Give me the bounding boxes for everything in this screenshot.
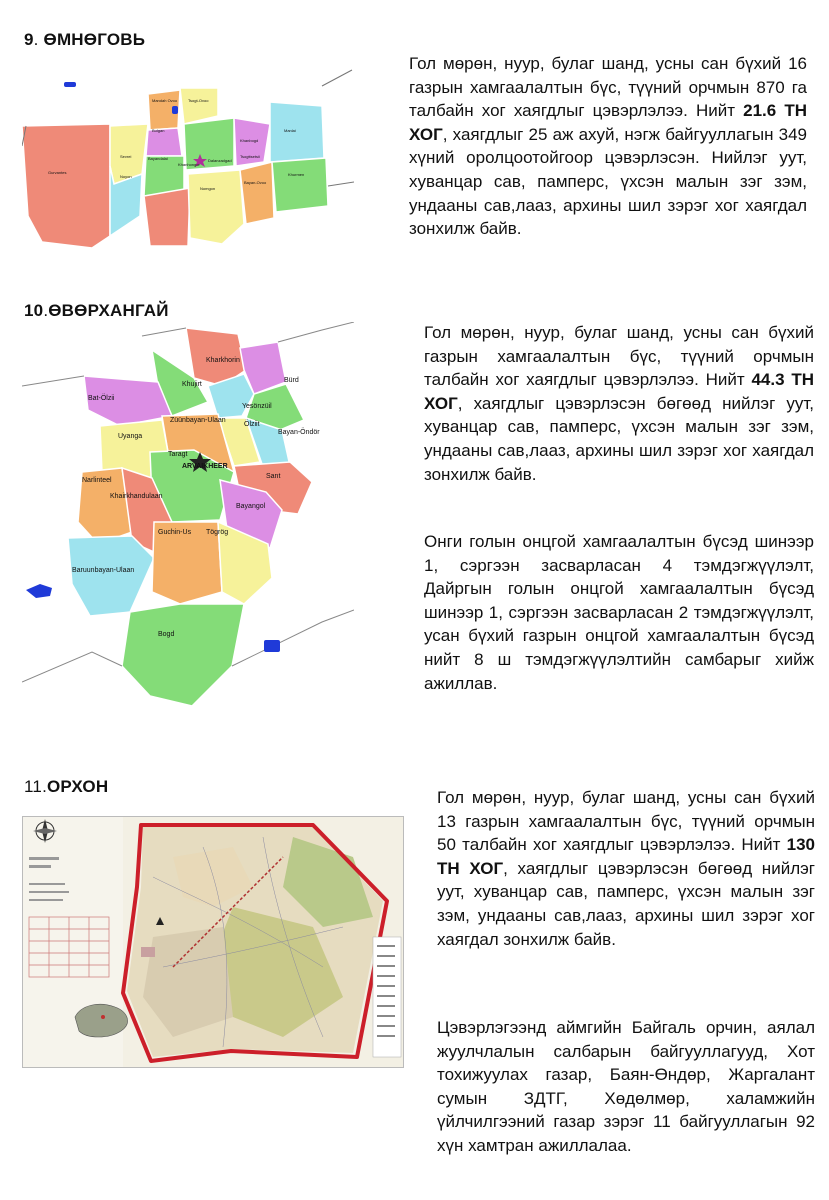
map-orkhon bbox=[22, 816, 404, 1068]
map10-label-0: Kharkhorin bbox=[206, 357, 240, 364]
map9-label-0: Mandah Ovoo bbox=[152, 98, 178, 103]
map9-label-12: Khanhongor bbox=[178, 162, 200, 167]
para-bold-total: 21.6 ТН ХОГ bbox=[409, 101, 807, 144]
map9-label-13: Bayan-Ovoo bbox=[244, 180, 267, 185]
map10-label-8: Uyanga bbox=[118, 433, 143, 440]
map9-label-11: Bayandalai bbox=[148, 156, 168, 161]
section-11-title: 11.ОРХОН bbox=[24, 777, 109, 796]
map9-label-4: Nomgon bbox=[200, 186, 216, 191]
para-text: Онги голын онцгой хамгаалалтын бүсэд шинээр 1, сэргээн засварласан 4 тэмдэгжүүлэлт, Дайргын голын онцгой хамгаалалтын бүсэд шинээр 1, сэргээн засварласан 2 тэмдэгжүүлэлт, усан бүхий газрын онцгой хамгаалалтын бүсэд нийт 8 ш тэмдэгжүүлэлтийн самбарыг хийж ажиллав. bbox=[424, 532, 814, 693]
map10-label-4: Yesönzüil bbox=[242, 403, 272, 410]
section-10-number: 10 bbox=[24, 301, 44, 320]
section-9-title: 9. ӨМНӨГОВЬ bbox=[24, 30, 146, 49]
para-text: Гол мөрөн, нуур, булаг шанд, усны сан бүхий 13 газрын хамгаалалтын бүс, түүний орчмын 50 талбайн хог хаягдлыг цэвэрлэлээ. Нийт bbox=[437, 788, 815, 855]
section-11-name: ОРХОН bbox=[47, 777, 109, 796]
section-10-paragraph-1 bbox=[424, 321, 814, 486]
section-9-name: ӨМНӨГОВЬ bbox=[43, 30, 146, 49]
para-bold-total: 44.3 ТН ХОГ bbox=[424, 370, 814, 413]
section-10-title: 10.ӨВӨРХАНГАЙ bbox=[24, 301, 169, 320]
map10-label-18: Bogd bbox=[158, 631, 175, 638]
map9-label-8: Gurvantes bbox=[48, 170, 67, 175]
map10-label-14: Bayangol bbox=[236, 503, 266, 510]
para-text: , хаягдлыг цэвэрлэсэн бөгөөд нийлэг уут, хуванцар сав, памперс, үхсэн малын зэг зэм, ундааны сав,лааз, архины шил зэрэг хог хаягдал зонхилж байв. bbox=[424, 393, 814, 484]
map10-label-6: Bayan-Öndör bbox=[278, 429, 320, 436]
map10-label-10: ARVAIKHEER bbox=[182, 463, 228, 470]
para-text: Цэвэрлэгээнд аймгийн Байгаль орчин, аялал жуулчлалын салбарын байгууллагууд, Хот тохижуулах газар, Баян-Өндөр, Жаргалант сумын ЗДТГ, Хөдөлмөр, халамжийн үйлчилгээний газар зэрэг 11 байгууллагын 92 хүн хамтран ажиллалаа. bbox=[437, 1018, 815, 1155]
map9-label-1: Tsogt-Ovoo bbox=[188, 98, 209, 103]
map10-label-15: Baruunbayan-Ulaan bbox=[72, 567, 135, 574]
map10-label-1: Bürd bbox=[284, 377, 299, 384]
map10-label-9: Taragt bbox=[168, 451, 188, 458]
para-text: Гол мөрөн, нуур, булаг шанд, усны сан бүхий 16 газрын хамгаалалтын бүс, түүний орчмын 870 га талбайн хог хаягдлыг цэвэрлэлээ. Нийт bbox=[409, 54, 807, 121]
para-bold-total: 130 ТН ХОГ bbox=[437, 835, 815, 878]
map10-label-7: Züünbayan-Ulaan bbox=[170, 417, 226, 424]
map10-label-16: Guchin-Us bbox=[158, 529, 192, 536]
para-text: , хаягдлыг 25 аж ахуй, нэгж байгууллагын 349 хүний оролцоотойгоор цэвэрлэсэн. Нийлэг уут, хуванцар сав, памперс, үхсэн малын зэг зэм, ундааны сав,лааз, архины шил зэрэг хог хаягдал зонхилж байв. bbox=[409, 124, 807, 239]
map9-label-2: Bulgan bbox=[152, 128, 165, 133]
para-text: Гол мөрөн, нуур, булаг шанд, усны сан бүхий газрын хамгаалалтын бүс, түүний орчмын талбайн хог хаягдлыг цэвэрлэлээ. Нийт bbox=[424, 323, 814, 390]
section-11-paragraph-1 bbox=[437, 786, 815, 951]
map10-label-3: Bat-Ölzii bbox=[88, 395, 115, 402]
map-ovorkhangai bbox=[22, 322, 354, 726]
map9-label-3: Khanbogd bbox=[240, 138, 259, 143]
map10-label-11: Sant bbox=[266, 473, 281, 480]
map9-label-5: Dalanzadgad bbox=[208, 158, 232, 163]
para-text: , хаягдлыг цэвэрлэсэн бөгөөд нийлэг уут, хуванцар сав, памперс, үхсэн малын зэг зэм, ундааны сав,лааз, архины шил зэрэг хог хаягдал зонхилж байв. bbox=[437, 858, 815, 949]
section-11-number: 11 bbox=[24, 777, 43, 796]
section-9-number: 9 bbox=[24, 30, 34, 49]
section-10-paragraph-2 bbox=[424, 530, 814, 695]
section-9-paragraph-1 bbox=[409, 52, 807, 241]
map9-label-9: Sevrei bbox=[120, 154, 132, 159]
map10-label-5: Ölziit bbox=[244, 421, 260, 428]
map10-label-2: Khujirt bbox=[182, 381, 202, 388]
section-10-name: ӨВӨРХАНГАЙ bbox=[48, 301, 169, 320]
map9-label-14: Khurmen bbox=[288, 172, 305, 177]
section-11-paragraph-2 bbox=[437, 1016, 815, 1158]
map9-label-10: Noyon bbox=[120, 174, 132, 179]
map10-label-13: Khairkhandulaan bbox=[110, 493, 163, 500]
map9-label-7: Tsogttsetsii bbox=[240, 154, 260, 159]
map9-label-6: Manlai bbox=[284, 128, 296, 133]
map10-label-12: Narlinteel bbox=[82, 477, 112, 484]
map10-label-17: Tögrög bbox=[206, 529, 229, 536]
map-omnogovi bbox=[22, 66, 354, 252]
